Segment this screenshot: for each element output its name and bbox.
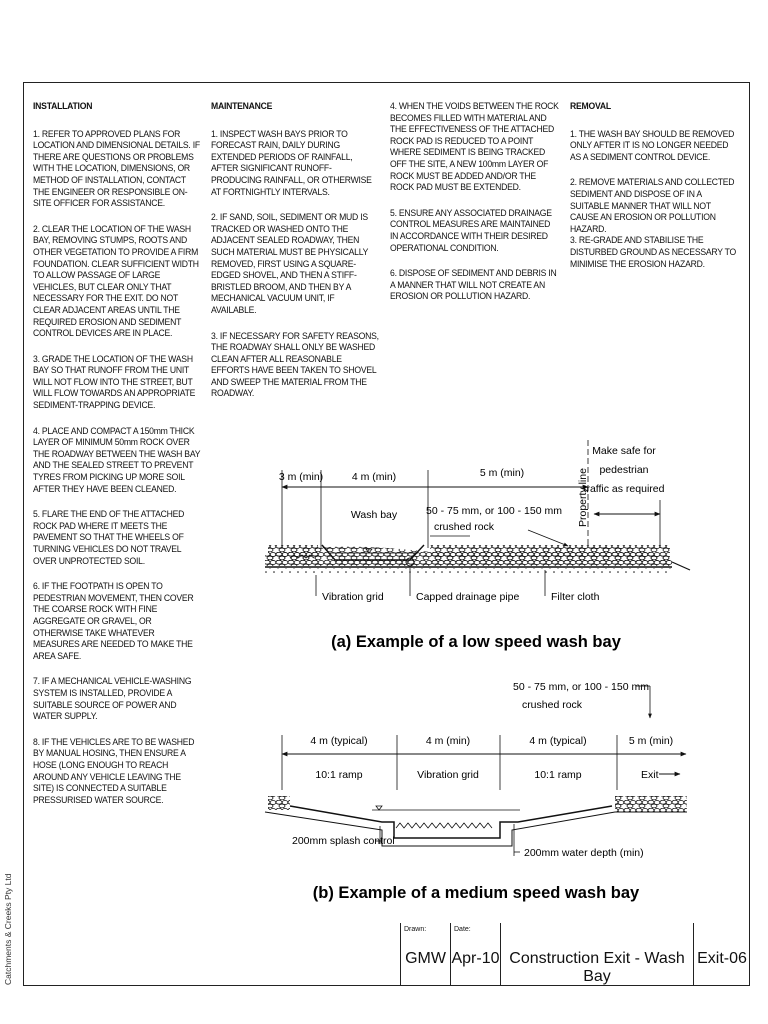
installation-item: 4. PLACE AND COMPACT A 150mm THICK LAYER OF MINIMUM 50mm ROCK OVER THE ROADWAY BETWEEN THE WASH BAY AND THE SEALED STREET TO PREVENT TYRES FROM PICKING UP MORE SOIL AFTER THEY HAVE BEEN CLEANED. xyxy=(33,424,201,494)
water-symbol xyxy=(376,806,382,810)
maintenance-item: 5. ENSURE ANY ASSOCIATED DRAINAGE CONTROL MEASURES ARE MAINTAINED IN ACCORDANCE WITH THEIR DESIRED OPERATIONAL CONDITION. xyxy=(390,206,552,253)
pavement-edge xyxy=(672,562,690,570)
exit-label: Exit xyxy=(641,769,659,781)
installation-heading: INSTALLATION xyxy=(33,100,93,111)
vibration-grid xyxy=(396,823,492,828)
ramp-label: 10:1 ramp xyxy=(315,769,363,781)
dim-4m-min: 4 m (min) xyxy=(351,471,397,483)
installation-item: 2. CLEAR THE LOCATION OF THE WASH BAY, REMOVING STUMPS, ROOTS AND OTHER VEGETATION TO PROVIDE A FIRM FOUNDATION. CLEAR SUFFICIENT WIDTH TO ALLOW PASSAGE OF LARGE VEHICLES, BUT CLEAR ONLY THAT NECESSARY FOR THE EXIT. DO NOT CLEAR ADJACENT AREAS UNTIL THE REQUIRED EROSION AND SEDIMENT CONTROL DEVICES ARE IN PLACE. xyxy=(33,222,199,339)
removal-item: 3. RE-GRADE AND STABILISE THE DISTURBED GROUND AS NECESSARY TO MINIMISE THE EROSION HAZARD. xyxy=(570,234,736,269)
subgrade xyxy=(265,568,672,573)
vibration-grid-label: Vibration grid xyxy=(322,591,384,603)
maintenance-item: 1. INSPECT WASH BAYS PRIOR TO FORECAST RAIN, DAILY DURING EXTENDED PERIODS OF RAINFALL, AFTER SIGNIFICANT RUNOFF-PRODUCING RAINFALL, OR OTHERWISE AT FORTNIGHTLY INTERVALS. xyxy=(211,127,372,197)
maintenance-item: 3. IF NECESSARY FOR SAFETY REASONS, THE ROADWAY SHALL ONLY BE WASHED CLEAN AFTER ALL REASONABLE EFFORTS HAVE BEEN TAKEN TO SHOVEL AND SWEEP THE MATERIAL FROM THE ROADWAY. xyxy=(211,329,379,399)
drawing-title: Construction Exit - Wash Bay xyxy=(509,950,685,985)
wash-bay-basin xyxy=(290,806,612,838)
splash-control-label: 200mm splash control xyxy=(292,835,395,847)
pedestrian-note-3: traffic as required xyxy=(583,483,665,495)
ramp-label: 10:1 ramp xyxy=(534,769,582,781)
maintenance-heading: MAINTENANCE xyxy=(211,100,273,111)
leader-line xyxy=(528,530,568,546)
crushed-rock-label-1: 50 - 75 mm, or 100 - 150 mm xyxy=(513,681,649,693)
removal-item: 1. THE WASH BAY SHOULD BE REMOVED ONLY AFTER IT IS NO LONGER NEEDED AS A SEDIMENT CONTROL DEVICE. xyxy=(570,127,735,162)
capped-pipe-label: Capped drainage pipe xyxy=(416,591,520,603)
medium-speed-diagram xyxy=(265,681,687,902)
pedestrian-note-1: Make safe for xyxy=(592,445,656,457)
dim-4m-typical: 4 m (typical) xyxy=(529,735,587,747)
installation-item: 8. IF THE VEHICLES ARE TO BE WASHED BY MANUAL HOSING, THEN ENSURE A HOSE (LONG ENOUGH TO REACH AROUND ANY VEHICLE LEAVING THE SITE) IS CONNECTED A SUITABLE PRESSURISED WATER SOURCE. xyxy=(33,735,195,805)
removal-heading: REMOVAL xyxy=(570,100,611,111)
company-credit: Catchments & Creeks Pty Ltd xyxy=(3,873,13,985)
rock-pad-start xyxy=(268,796,290,810)
installation-item: 5. FLARE THE END OF THE ATTACHED ROCK PAD WHERE IT MEETS THE PAVEMENT SO THAT THE WHEELS OF TURNING VEHICLES DO NOT TRAVEL OVER UNPROTECTED SOIL. xyxy=(33,508,185,566)
water-depth-label: 200mm water depth (min) xyxy=(524,847,644,859)
installation-item: 1. REFER TO APPROVED PLANS FOR LOCATION AND DIMENSIONAL DETAILS. IF THERE ARE QUESTIONS OR PROBLEMS WITH THE LOCATION, DIMENSIONS, OR METHOD OF INSTALLATION, CONTACT THE ENGINEER OR RESPONSIBLE ON-SITE OFFICER FOR ASSISTANCE. xyxy=(33,127,200,209)
installation-item: 7. IF A MECHANICAL VEHICLE-WASHING SYSTEM IS INSTALLED, PROVIDE A SUITABLE SOURCE OF POWER AND WATER SUPPLY. xyxy=(33,675,192,722)
maintenance-item: 4. WHEN THE VOIDS BETWEEN THE ROCK BECOMES FILLED WITH MATERIAL AND THE EFFECTIVENESS OF THE ATTACHED ROCK PAD IS REDUCED TO A POINT WHERE SEDIMENT IS BEING TRACKED OFF THE SITE, A NEW 100mm LAYER OF ROCK MUST BE ADDED AND/OR THE ROCK PAD MUST BE EXTENDED. xyxy=(390,100,559,193)
low-speed-diagram xyxy=(265,440,690,651)
vibration-grid-label: Vibration grid xyxy=(417,769,479,781)
maintenance-item: 6. DISPOSE OF SEDIMENT AND DEBRIS IN A MANNER THAT WILL NOT CREATE AN EROSION OR POLLUTION HAZARD. xyxy=(390,267,557,302)
filter-cloth-label: Filter cloth xyxy=(551,591,600,603)
date-label: Date: xyxy=(454,926,471,933)
maintenance-item: 2. IF SAND, SOIL, SEDIMENT OR MUD IS TRACKED OR WASHED ONTO THE ADJACENT SEALED ROADWAY, THEN SUCH MATERIAL MUST BE PHYSICALLY REMOVED, FIRST USING A SQUARE-EDGED SHOVEL, AND THEN A STIFF-BRISTLED BROOM, AND THEN BY A MECHANICAL VACUUM UNIT, IF AVAILABLE. xyxy=(211,211,369,315)
installation-item: 6. IF THE FOOTPATH IS OPEN TO PEDESTRIAN MOVEMENT, THEN COVER THE COARSE ROCK WITH FINE AGGREGATE OR GRAVEL, OR OTHERWISE TAKE WHATEVER MEASURES ARE NEEDED TO MAKE THE AREA SAFE. xyxy=(33,580,194,661)
dim-5m-min: 5 m (min) xyxy=(479,467,525,479)
rock-pad-end xyxy=(430,545,670,562)
rock-pad-start xyxy=(268,545,318,561)
dim-4m-min: 4 m (min) xyxy=(425,735,471,747)
drawn-label: Drawn: xyxy=(404,926,427,933)
crushed-rock-label-2: crushed rock xyxy=(521,699,583,711)
wash-bay-label: Wash bay xyxy=(350,509,398,521)
caption-b: (b) Example of a medium speed wash bay xyxy=(312,884,640,902)
date-value: Apr-10 xyxy=(451,950,500,967)
drawing-code: Exit-06 xyxy=(697,950,747,967)
rock-pad-end xyxy=(615,796,687,812)
pedestrian-note-2: pedestrian xyxy=(599,464,649,476)
dim-4m-typical: 4 m (typical) xyxy=(310,735,368,747)
installation-item: 3. GRADE THE LOCATION OF THE WASH BAY SO THAT RUNOFF FROM THE UNIT WILL NOT FLOW INTO THE STREET, BUT WILL FLOW TOWARDS AN APPROPRIATE SEDIMENT-TRAPPING DEVICE. xyxy=(33,352,196,411)
drawn-value: GMW xyxy=(405,950,446,967)
property-line-label: Property line xyxy=(577,468,589,527)
crushed-rock-label-1: 50 - 75 mm, or 100 - 150 mm xyxy=(426,505,562,517)
crushed-rock-label-2: crushed rock xyxy=(433,521,495,533)
removal-item: 2. REMOVE MATERIALS AND COLLECTED SEDIMENT AND DISPOSE OF IN A SUITABLE MANNER THAT WILL NOT CAUSE AN EROSION OR POLLUTION HAZARD. xyxy=(570,176,735,234)
dim-5m-min: 5 m (min) xyxy=(628,735,674,747)
dim-3m-min: 3 m (min) xyxy=(278,471,324,483)
caption-a: (a) Example of a low speed wash bay xyxy=(331,633,621,651)
